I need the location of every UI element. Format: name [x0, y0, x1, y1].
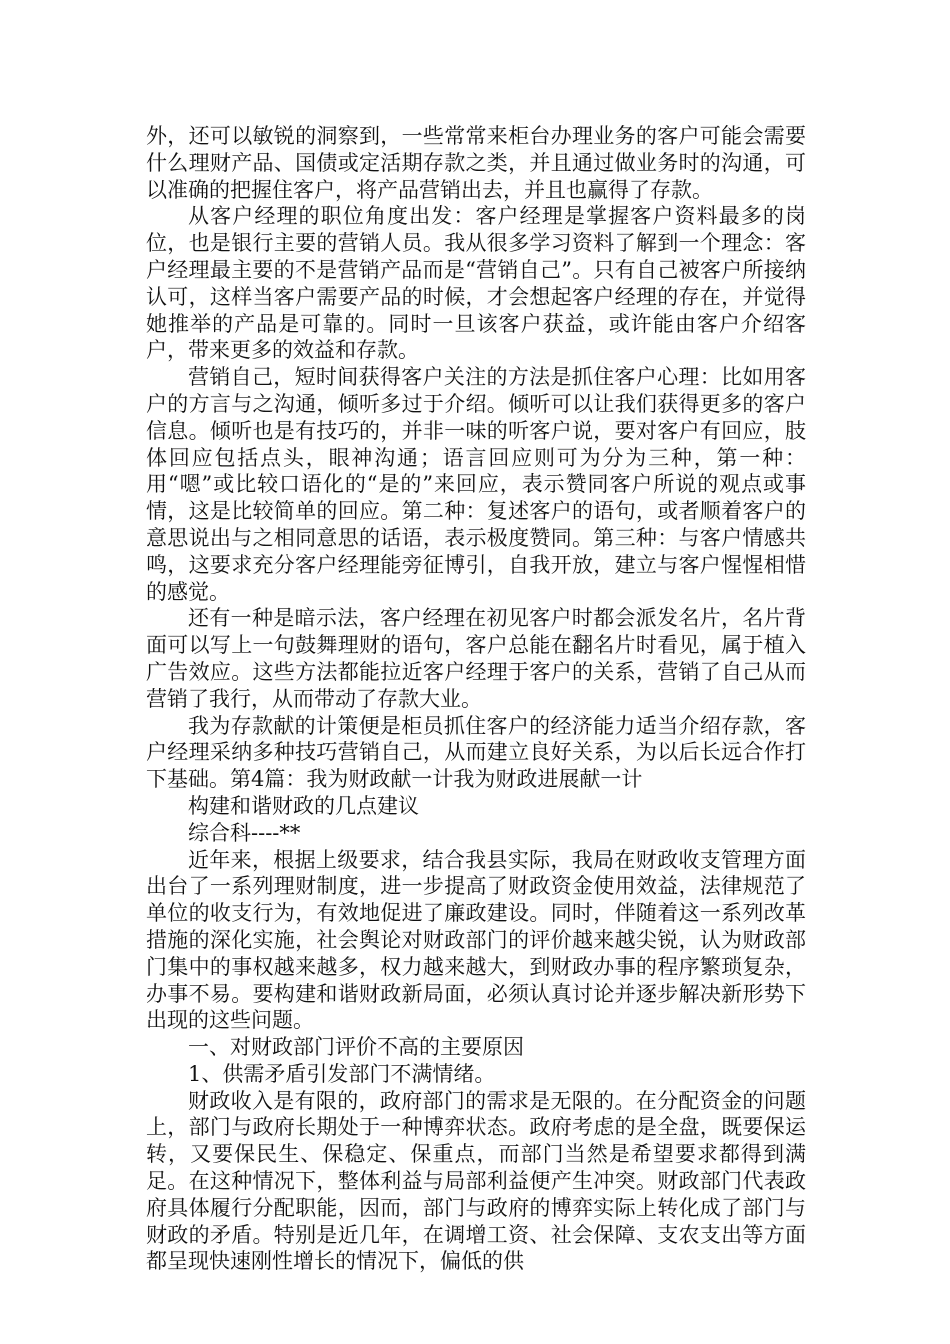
subheading-1-1: 1、供需矛盾引发部门不满情绪。: [188, 1061, 496, 1086]
paragraph-6: 近年来，根据上级要求，结合我县实际，我局在财政收支管理方面出台了一系列理财制度，进一步提高了财政资金使用效益，法律规范了单位的收支行为，有效地促进了廉政建设。同时，伴随着这一系列改革措施的深化实施，社会舆论对财政部门的评价越来越尖锐，认为财政部门集中的事权越来越多，权力越来越大，到财政办事的程序繁琐复杂，办事不易。要构建和谐财政新局面，必须认真讨论并逐步解决新形势下出现的这些问题。: [146, 847, 806, 1033]
paragraph-4: 还有一种是暗示法，客户经理在初见客户时都会派发名片，名片背面可以写上一句鼓舞理财的语句，客户总能在翻名片时看见，属于植入广告效应。这些方法都能拉近客户经理于客户的关系，营销了自己从而营销了我行，从而带动了存款大业。: [146, 606, 806, 711]
subheading-1: 一、对财政部门评价不高的主要原因: [188, 1035, 524, 1060]
paragraph-2: 从客户经理的职位角度出发：客户经理是掌握客户资料最多的岗位，也是银行主要的营销人员。我从很多学习资料了解到一个理念：客户经理最主要的不是营销产品而是“营销自己”。只有自己被客户所接纳认可，这样当客户需要产品的时候，才会想起客户经理的存在，并觉得她推举的产品是可靠的。同时一旦该客户获益，或许能由客户介绍客户，带来更多的效益和存款。: [146, 204, 806, 363]
author-line: 综合科----**: [188, 820, 301, 845]
paragraph-3: 营销自己，短时间获得客户关注的方法是抓住客户心理：比如用客户的方言与之沟通，倾听多过于介绍。倾听可以让我们获得更多的客户信息。倾听也是有技巧的，并非一味的听客户说，要对客户有回应，肢体回应包括点头，眼神沟通；语言回应则可为分为三种，第一种：用“嗯”或比较口语化的“是的”来回应，表示赞同客户所说的观点或事情，这是比较简单的回应。第二种：复述客户的语句，或者顺着客户的意思说出与之相同意思的话语，表示极度赞同。第三种：与客户情感共鸣，这要求充分客户经理能旁征博引，自我开放，建立与客户惺惺相惜的感觉。: [146, 365, 806, 604]
document-body: [146, 123, 806, 1275]
paragraph-5: 我为存款献的计策便是柜员抓住客户的经济能力适当介绍存款，客户经理采纳多种技巧营销自己，从而建立良好关系，为以后长远合作打下基础。第4篇：我为财政献一计我为财政进展献一计: [146, 713, 806, 792]
paragraph-7: 财政收入是有限的，政府部门的需求是无限的。在分配资金的问题上，部门与政府长期处于一种博弈状态。政府考虑的是全盘，既要保运转，又要保民生、保稳定、保重点，而部门当然是希望要求都得到满足。在这种情况下，整体利益与局部利益便产生冲突。财政部门代表政府具体履行分配职能，因而，部门与政府的博弈实际上转化成了部门与财政的矛盾。特别是近几年，在调增工资、社会保障、支农支出等方面都呈现快速刚性增长的情况下，偏低的供: [146, 1088, 806, 1274]
section-title: 构建和谐财政的几点建议: [188, 793, 419, 818]
paragraph-1: 外，还可以敏锐的洞察到，一些常常来柜台办理业务的客户可能会需要什么理财产品、国债或定活期存款之类，并且通过做业务时的沟通，可以准确的把握住客户，将产品营销出去，并且也赢得了存款。: [146, 124, 806, 202]
